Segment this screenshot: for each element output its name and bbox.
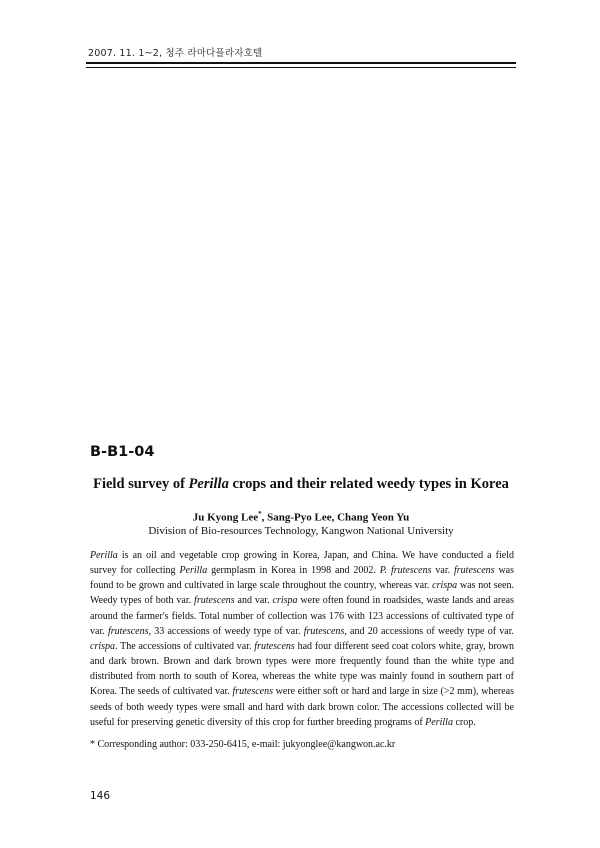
abstract-italic-term: P. frutescens [379, 565, 432, 577]
abstract-italic-term: frutescens [194, 595, 235, 607]
abstract-italic-term: frutescens [303, 625, 345, 637]
page-number: 146 [90, 790, 111, 802]
title-part-2: crops and their related weedy types in Korea [228, 476, 509, 492]
author-list [86, 510, 516, 524]
first-author: Ju Kyong Lee [192, 511, 259, 524]
abstract-italic-term: frutescens [232, 686, 273, 698]
abstract-text: is an oil and vegetable crop growing in Korea, Japan, and China. We have conducted a field survey for collecting [90, 550, 514, 577]
abstract-text: were often found in roadsides, waste lands and areas around the farmer's fields. Total number of collection was 176 with 123 accessions of cultivated type of var. [90, 595, 514, 637]
abstract-italic-term: crispa [432, 580, 458, 592]
abstract-italic-term: Perilla [90, 550, 118, 561]
abstract-text: and var. [234, 595, 273, 607]
abstract-text: crop. [452, 716, 476, 728]
header-rule-thick [86, 62, 516, 64]
abstract-text: were either soft or hard and large in size (>2 mm), whereas seeds of both weedy types were small and hard with dark brown color. The accessions collected will be useful for preserving genetic diversity of this crop for further breeding programs of [90, 686, 514, 728]
abstract-text: germplasm in Korea in 1998 and 2002. [207, 565, 380, 577]
abstract-italic-term: crispa [90, 640, 115, 652]
abstract-italic-term: frutescens [454, 565, 495, 577]
abstract-italic-term: crispa [272, 595, 298, 607]
corresponding-author-note: * Corresponding author: 033-250-6415, e-mail: jukyonglee@kangwon.ac.kr [90, 739, 396, 750]
other-authors: , Sang-Pyo Lee, Chang Yeon Yu [261, 511, 410, 524]
running-header: 2007. 11. 1~2, 청주 라마다플라자호텔 [88, 48, 263, 59]
abstract-italic-term: frutescens [107, 625, 149, 637]
abstract-text: was not seen. Weedy types of both var. [90, 580, 514, 607]
abstract-code: B-B1-04 [90, 444, 155, 460]
title-genus: Perilla [188, 476, 229, 492]
abstract-text: , 33 accessions of weedy type of var. [148, 625, 304, 637]
header-rule-thin [86, 67, 516, 68]
abstract-text: . The accessions of cultivated var. [115, 640, 255, 652]
abstract-italic-term: Perilla [179, 565, 208, 577]
abstract-body [90, 548, 514, 730]
corresponding-marker: * [258, 510, 262, 518]
abstract-italic-term: frutescens [254, 640, 295, 652]
affiliation: Division of Bio-resources Technology, Kangwon National University [148, 525, 454, 537]
title-part-1: Field survey of [93, 476, 189, 492]
abstract-italic-term: Perilla [425, 716, 453, 728]
abstract-text: had four different seed coat colors white, gray, brown and dark brown. Brown and dark brown types were more frequently found than the white type and distributed from north to south of Korea, whereas the white type was mainly found in southern part of Korea. The seeds of cultivated var. [90, 640, 514, 698]
abstract-text: , and 20 accessions of weedy type of var. [344, 625, 515, 637]
paper-title [86, 476, 516, 493]
abstract-text: was found to be grown and cultivated in large scale throughout the country, whereas var. [90, 565, 515, 592]
abstract-text: var. [431, 565, 455, 577]
